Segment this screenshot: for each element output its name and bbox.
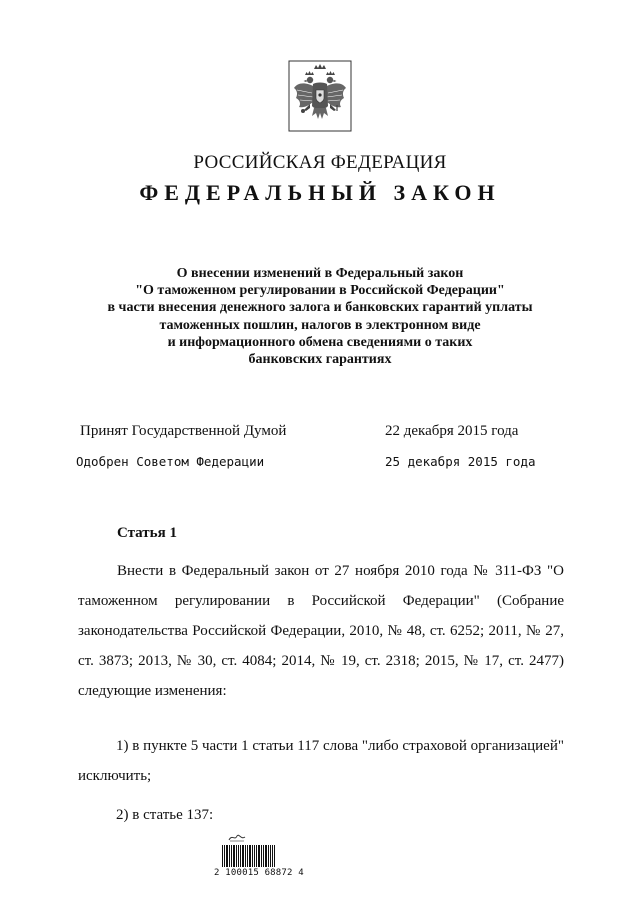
barcode-number: 2 100015 68872 4: [214, 868, 304, 878]
signature-mark-icon: [227, 832, 247, 842]
council-approval-label: Одобрен Советом Федерации: [76, 454, 265, 469]
title-line: таможенных пошлин, налогов в электронном виде: [159, 317, 481, 333]
title-line: и информационного обмена сведениями о таких: [167, 334, 473, 350]
title-line: банковских гарантиях: [248, 352, 392, 368]
paragraph-text: Внести в Федеральный закон от 27 ноября 2010 года № 311-ФЗ "О таможенном регулировании в Российской Федерации" (Собрание законодательства Российской Федерации, 2010, № 48, ст. 6252; 2011, № 27, ст. 3873; 2013, № 30, ст. 4084; 2014, № 19, ст. 2318; 2015, № 17, ст. 2477) следующие изменения:: [78, 563, 564, 699]
document-type: ФЕДЕРАЛЬНЫЙ ЗАКОН: [139, 180, 501, 205]
title-line: "О таможенном регулировании в Российской Федерации": [135, 283, 505, 299]
duma-adoption-date: 22 декабря 2015 года: [385, 423, 519, 439]
council-approval-date: 25 декабря 2015 года: [385, 454, 536, 469]
article-paragraph: [78, 556, 564, 706]
paragraph-text: 1) в пункте 5 части 1 статьи 117 слова "либо страховой организацией" исключить;: [78, 738, 564, 784]
paragraph-text: 2) в статье 137:: [116, 807, 214, 823]
country-name: РОССИЙСКАЯ ФЕДЕРАЦИЯ: [193, 152, 447, 173]
title-line: в части внесения денежного залога и банковских гарантий уплаты: [107, 300, 533, 316]
article-paragraph: [78, 800, 564, 830]
barcode-icon: [222, 845, 275, 867]
law-title: [70, 265, 570, 368]
duma-adoption-label: Принят Государственной Думой: [80, 423, 287, 439]
article-heading: Статья 1: [117, 525, 177, 541]
article-paragraph: [78, 731, 564, 791]
coat-of-arms-icon: [288, 60, 352, 132]
title-line: О внесении изменений в Федеральный закон: [176, 266, 464, 281]
